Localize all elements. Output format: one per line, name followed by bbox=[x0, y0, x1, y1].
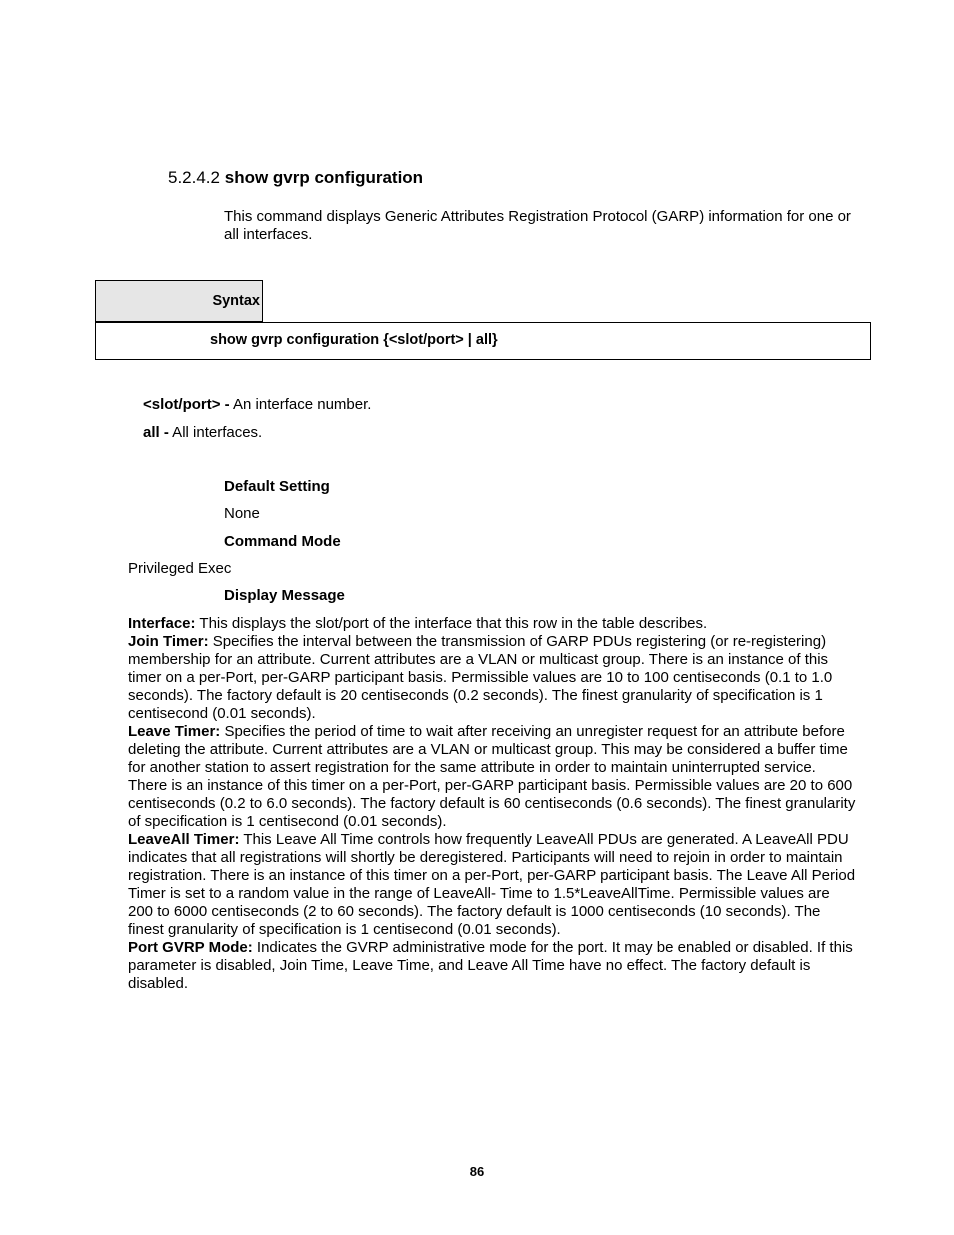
param-text: All interfaces. bbox=[168, 424, 263, 441]
default-setting-value: None bbox=[224, 505, 260, 522]
display-message-fields bbox=[128, 615, 856, 993]
command-mode-heading: Command Mode bbox=[224, 533, 341, 550]
section-heading bbox=[168, 168, 423, 188]
param-name: all - bbox=[143, 424, 169, 441]
field-leaveall-timer bbox=[128, 831, 856, 939]
field-name: Interface: bbox=[128, 615, 196, 632]
field-text: Indicates the GVRP administrative mode for the port. It may be enabled or disabled. If this parameter is disabled, Join Time, Leave Time, and Leave All Time have no effect. The factory default is disabled. bbox=[128, 939, 853, 992]
field-port-gvrp-mode bbox=[128, 939, 856, 993]
param-name: <slot/port> - bbox=[143, 396, 230, 413]
field-join-timer bbox=[128, 633, 856, 723]
field-name: Leave Timer: bbox=[128, 723, 221, 740]
syntax-command: show gvrp configuration {<slot/port> | all} bbox=[210, 332, 498, 348]
page-number: 86 bbox=[469, 1164, 485, 1179]
display-message-heading: Display Message bbox=[224, 587, 345, 604]
field-interface bbox=[128, 615, 856, 633]
param-text: An interface number. bbox=[229, 396, 372, 413]
field-name: Join Timer: bbox=[128, 633, 209, 650]
section-title: show gvrp configuration bbox=[224, 168, 424, 187]
field-text: This Leave All Time controls how frequently LeaveAll PDUs are generated. A LeaveAll PDU indicates that all registrations will shortly be deregistered. Participants will need to rejoin in order to maintain registration. There is an instance of this timer on a per-Port, per-GARP participant basis. The Leave All Period Timer is set to a random value in the range of LeaveAll- Time to 1.5*LeaveAllTime. Permissible values are 200 to 6000 centiseconds (2 to 60 seconds). The factory default is 1000 centiseconds (10 seconds). The finest granularity of specification is 1 centisecond (0.01 seconds). bbox=[128, 831, 856, 938]
param-slot-port bbox=[143, 396, 371, 413]
field-leave-timer bbox=[128, 723, 856, 831]
intro-paragraph: This command displays Generic Attributes Registration Protocol (GARP) information for one or all interfaces. bbox=[224, 208, 851, 243]
field-name: LeaveAll Timer: bbox=[128, 831, 240, 848]
syntax-label: Syntax bbox=[212, 293, 260, 309]
syntax-command-cell bbox=[95, 322, 871, 360]
command-mode-value: Privileged Exec bbox=[128, 560, 232, 577]
field-text: This displays the slot/port of the interface that this row in the table describes. bbox=[195, 615, 708, 632]
default-setting-heading: Default Setting bbox=[224, 478, 330, 495]
param-all bbox=[143, 424, 262, 441]
syntax-label-cell bbox=[95, 280, 263, 322]
field-text: Specifies the period of time to wait after receiving an unregister request for an attribute before deleting the attribute. Current attributes are a VLAN or multicast group. This may be considered a buffer time for another station to assert registration for the same attribute in order to maintain uninterrupted service. There is an instance of this timer on a per-Port, per-GARP participant basis. Permissible values are 20 to 600 centiseconds (0.2 to 6.0 seconds). The factory default is 60 centiseconds (0.6 seconds). The finest granularity of specification is 1 centisecond (0.01 seconds). bbox=[128, 723, 856, 830]
section-number: 5.2.4.2 bbox=[168, 168, 220, 187]
field-text: Specifies the interval between the transmission of GARP PDUs registering (or re-registering) membership for an attribute. Current attributes are a VLAN or multicast group. There is an instance of this timer on a per-Port, per-GARP participant basis. Permissible values are 10 to 100 centiseconds (0.1 to 1.0 seconds). The factory default is 20 centiseconds (0.2 seconds). The finest granularity of specification is 1 centisecond (0.01 seconds). bbox=[128, 633, 833, 722]
field-name: Port GVRP Mode: bbox=[128, 939, 253, 956]
